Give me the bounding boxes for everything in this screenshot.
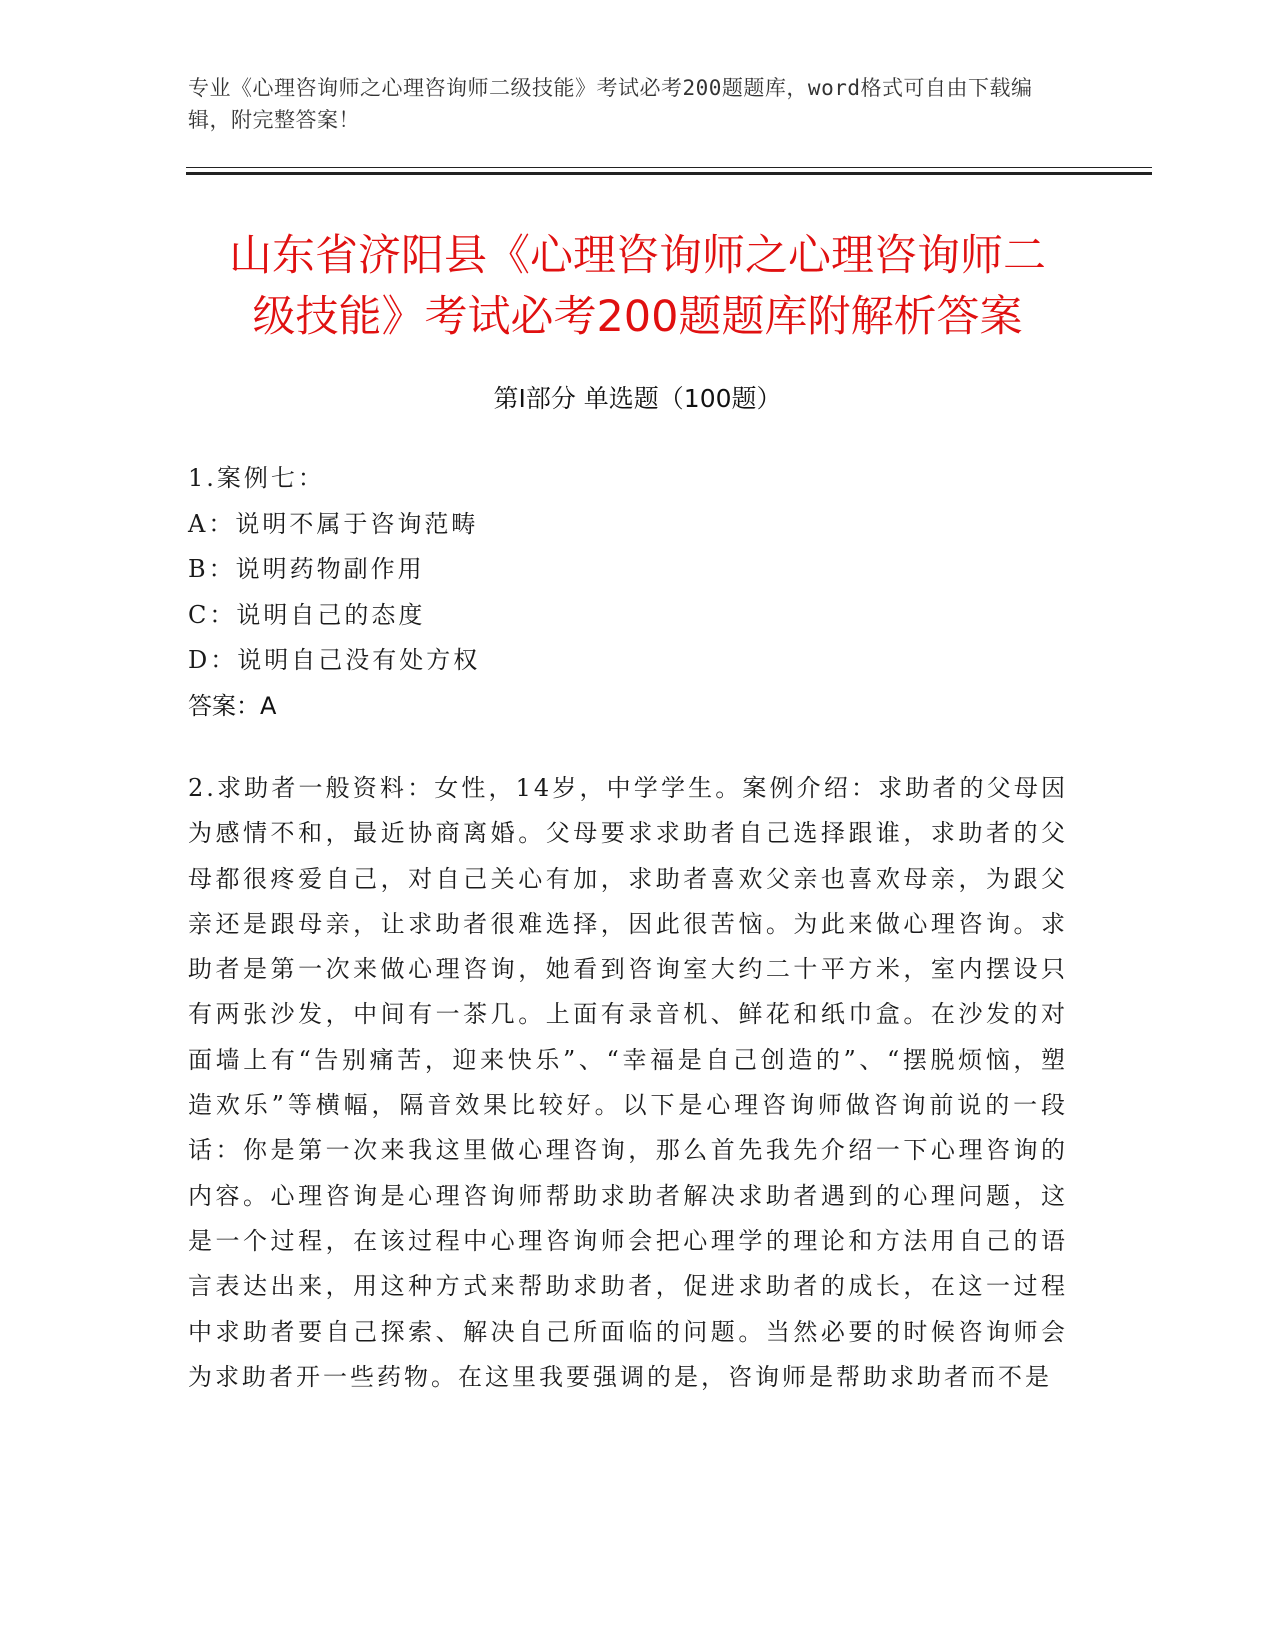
section-heading: 第Ⅰ部分 单选题（100题）: [493, 384, 782, 413]
document-title-line-1: 山东省济阳县《心理咨询师之心理咨询师二: [229, 231, 1046, 281]
question-2: [188, 766, 1068, 1400]
question-2-stem: 2.求助者一般资料：女性，14岁，中学学生。案例介绍：求助者的父母因为感情不和，最近协商离婚。父母要求求助者自己选择跟谁，求助者的父母都很疼爱自己，对自己关心有加，求助者喜欢父亲也喜欢母亲，为跟父亲还是跟母亲，让求助者很难选择，因此很苦恼。为此来做心理咨询。求助者是第一次来做心理咨询，她看到咨询室大约二十平方米，室内摆设只有两张沙发，中间有一茶几。上面有录音机、鲜花和纸巾盒。在沙发的对面墙上有“告别痛苦，迎来快乐”、“幸福是自己创造的”、“摆脱烦恼，塑造欢乐”等横幅，隔音效果比较好。以下是心理咨询师做咨询前说的一段话：你是第一次来我这里做心理咨询，那么首先我先介绍一下心理咨询的内容。心理咨询是心理咨询师帮助求助者解决求助者遇到的心理问题，这是一个过程，在该过程中心理咨询师会把心理学的理论和方法用自己的语言表达出来，用这种方式来帮助求助者，促进求助者的成长，在这一过程中求助者要自己探索、解决自己所面临的问题。当然必要的时候咨询师会为求助者开一些药物。在这里我要强调的是，咨询师是帮助求助者而不是: [188, 774, 1068, 1391]
header-divider-thin: [186, 167, 1152, 168]
question-1-option-b: B：说明药物副作用: [188, 555, 425, 583]
question-1-option-d: D：说明自己没有处方权: [188, 646, 481, 674]
question-1-option-c: C：说明自己的态度: [188, 600, 426, 629]
question-1-stem: 1.案例七：: [188, 464, 325, 492]
document-title: [160, 226, 1115, 348]
header-divider-thick: [186, 172, 1152, 175]
header-note: 专业《心理咨询师之心理咨询师二级技能》考试必考200题题库，word格式可自由下载编辑，附完整答案！: [188, 76, 1033, 132]
document-title-line-2: 级技能》考试必考200题题库附解析答案: [252, 292, 1023, 342]
question-1-option-a: A：说明不属于咨询范畴: [188, 509, 479, 538]
question-1: [188, 456, 1068, 729]
question-1-answer: 答案：A: [188, 691, 277, 720]
